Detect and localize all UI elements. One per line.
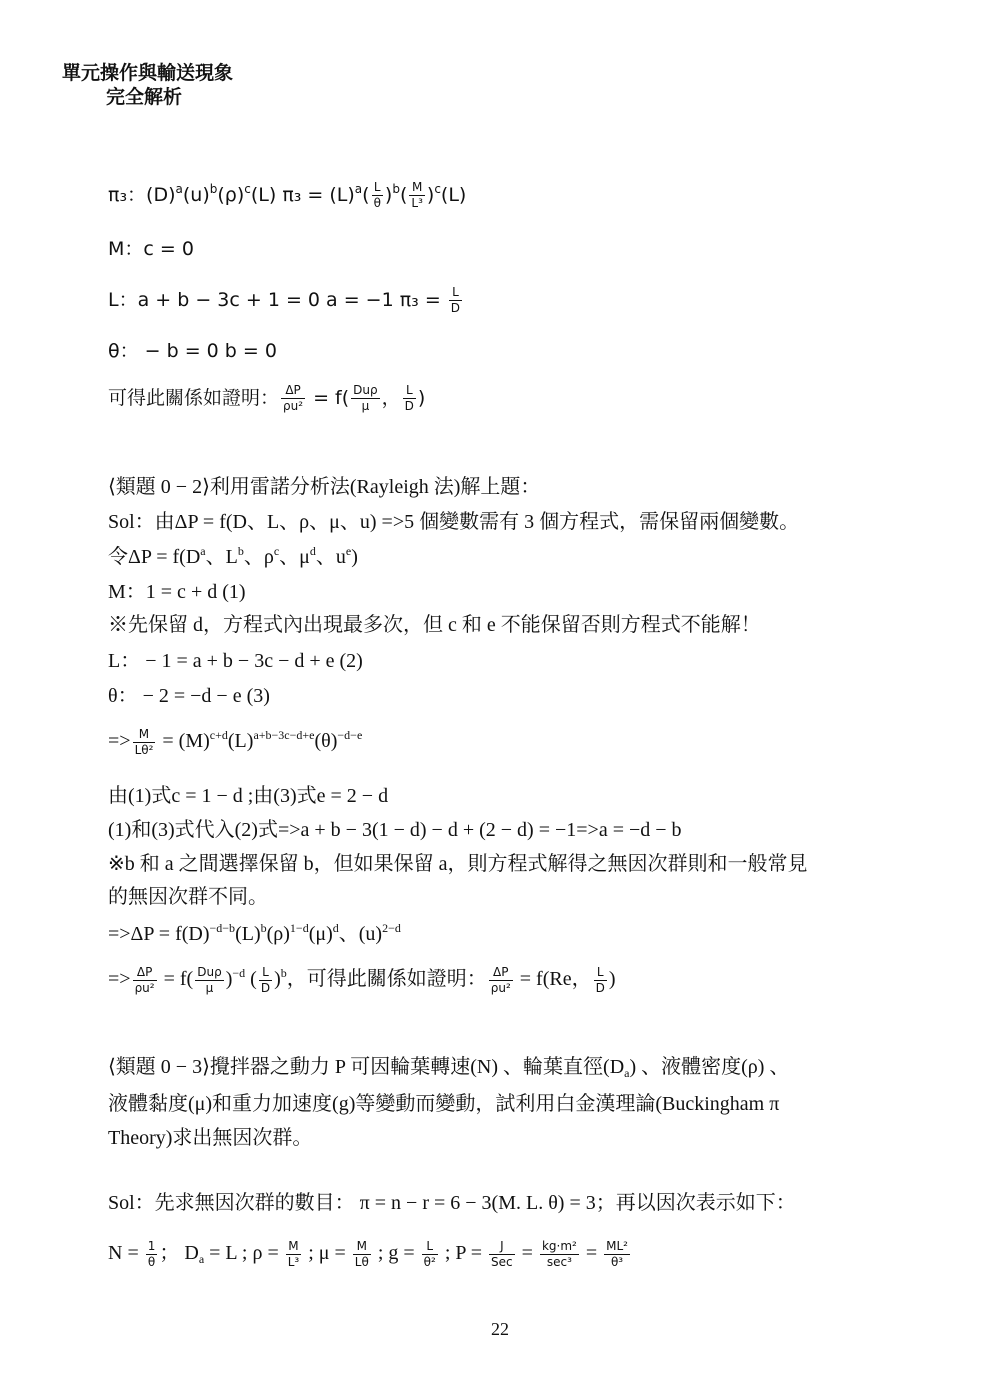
solution-pi-count: Sol：先求無因次群的數目： π = n − r = 6 − 3(M. L. θ) = 3；再以因次表示如下：	[108, 1192, 796, 1214]
exp-a: a	[354, 182, 363, 196]
frac-L-D: $\frac{L}{D}$	[404, 383, 414, 413]
exp-c: c	[434, 182, 441, 196]
result-relation: 可得此關係如證明： $\frac{\Delta P}{\text{ρu²}}$ = f( $\frac{\text{Duρ}}{\mu}$ ， $\frac{L}{D}$ )	[108, 383, 426, 413]
frac-Durho-mu: $\frac{\text{Duρ}}{\mu}$	[353, 383, 378, 413]
header-title: 單元操作與輸送現象	[62, 63, 234, 84]
page-header	[62, 62, 233, 110]
example-0-3-line3: Theory)求出無因次群。	[108, 1127, 313, 1149]
note-keep-b-cont: 的無因次群不同。	[108, 886, 268, 908]
frac-M-L3: $\frac{M}{\text{L³}}$	[411, 180, 423, 210]
frac-1-theta: $\frac{1}{\theta}$	[147, 1239, 156, 1269]
note-keep-d: ※先保留 d，方程式內出現最多次，但 c 和 e 不能保留否則方程式不能解！	[108, 614, 761, 636]
equation-dimension-balance: => $\frac{M}{\text{Lθ²}}$ = $(M)^{c+d}(L)^{a+b-3c-d+e}(\theta)^{-d-e}$	[108, 727, 363, 757]
page-number: 22	[491, 1319, 509, 1339]
equation-dP-exponents: $=>\Delta P = f(D)^{-d-b}(L)^b(\rho)^{1-d}(\mu)^d$、$(u)^{2-d}$	[108, 921, 401, 945]
frac-ML2-theta3: $\frac{\text{ML²}}{\text{θ³}}$	[606, 1239, 628, 1269]
equation-1: M：1 = c + d (1)	[108, 581, 246, 603]
note-keep-b: ※b 和 a 之間選擇保留 b，但如果保留 a，則方程式解得之無因次群則和一般常見	[108, 853, 808, 875]
equation-3: θ： − 2 = −d − e (3)	[108, 685, 270, 707]
frac-L-D: $\frac{L}{D}$	[595, 965, 605, 995]
exp-b: b	[392, 182, 400, 196]
frac-dP-rhou2: $\frac{\Delta P}{\text{ρu²}}$	[283, 383, 304, 413]
frac-L-theta2: $\frac{L}{\text{θ²}}$	[423, 1239, 436, 1269]
frac-L-theta: $\frac{L}{\theta}$	[373, 180, 381, 210]
frac-M-L3: $\frac{M}{\text{L³}}$	[287, 1239, 300, 1269]
equation-substitution: (1)和(3)式代入(2)式=>a + b − 3(1 − d) − d + (2 − d) = −1=>a = −d − b	[108, 819, 682, 841]
frac-dP-rhou2: $\frac{\Delta P}{\text{ρu²}}$	[490, 965, 511, 995]
equation-L: L：a + b − 3c + 1 = 0 a = −1 π₃ = $\frac{L}{D}$	[108, 285, 461, 315]
frac-kgm2-sec3: $\frac{\text{kg·m²}}{\text{sec³}}$	[541, 1239, 577, 1269]
example-0-3-title: ⟨類題 0 − 3⟩攪拌器之動力 P 可因輪葉轉速(N) 、輪葉直徑$(D_a)$ 、液體密度(ρ) 、	[108, 1056, 790, 1080]
equation-pi3-definition: π₃：$(D)^a(u)^b(\rho)^c(L) \pi_3 = (L)^a$( $\frac{L}{\theta}$ )$^b$( $\frac{M}{\text{L³}}$ )$^c$(L)	[108, 180, 467, 210]
solution-intro: Sol：由ΔP = f(D、L、ρ、μ、u) =>5 個變數需有 3 個方程式，需保留兩個變數。	[108, 511, 800, 533]
frac-L-D: $\frac{L}{D}$	[450, 285, 461, 315]
header-subtitle: 完全解析	[106, 87, 183, 108]
equation-c-e: 由(1)式c = 1 − d ;由(3)式e = 2 − d	[108, 785, 389, 807]
frac-dP-rhou2: $\frac{\Delta P}{\text{ρu²}}$	[134, 965, 155, 995]
equation-M: M：c = 0	[108, 238, 194, 260]
frac-L-D: $\frac{L}{D}$	[260, 965, 271, 995]
equation-dP-function: 令$\Delta P = f(D^a$、$L^b$、$\rho^c$、$\mu^d$、$u^e$)	[108, 544, 358, 568]
frac-J-Sec: $\frac{J}{\text{Sec}}$	[491, 1239, 513, 1269]
example-0-3-line2: 液體黏度(μ)和重力加速度(g)等變動而變動，試利用白金漢理論(Buckingham π	[108, 1093, 780, 1115]
example-0-2-title: ⟨類題 0 − 2⟩利用雷諾分析法(Rayleigh 法)解上題：	[108, 476, 541, 498]
equation-final-result: => $\frac{\Delta P}{\text{ρu²}}$ = f( $\frac{\text{Duρ}}{\mu}$ )$^{-d}$ ( $\frac{L}{D}$ )$^b$，可得此關係如證明： $\frac{\Delta P}{\text{ρu²}}$ = f(Re， $\frac{L}{D}$ )	[108, 965, 616, 995]
equation-2: L： − 1 = a + b − 3c − d + e (2)	[108, 650, 363, 672]
equation-dimensions-list: N = $\frac{1}{\theta}$ ； $D_a = L$ ; ρ = $\frac{M}{\text{L³}}$ ; μ = $\frac{M}{L\theta}$ ; g = $\frac{L}{\text{θ²}}$ ; P = $\frac{J}{\text{Sec}}$ = $\frac{\text{kg·m²}}{\text{sec³}}$ = $\frac{\text{ML²}}{\text{θ³}}$	[108, 1239, 628, 1269]
frac-M-Ltheta: $\frac{M}{L\theta}$	[354, 1239, 369, 1269]
frac-M-Ltheta2: $\frac{M}{\text{Lθ²}}$	[134, 727, 154, 757]
equation-theta: θ： − b = 0 b = 0	[108, 340, 277, 362]
frac-Durho-mu: $\frac{\text{Duρ}}{\mu}$	[197, 965, 222, 995]
